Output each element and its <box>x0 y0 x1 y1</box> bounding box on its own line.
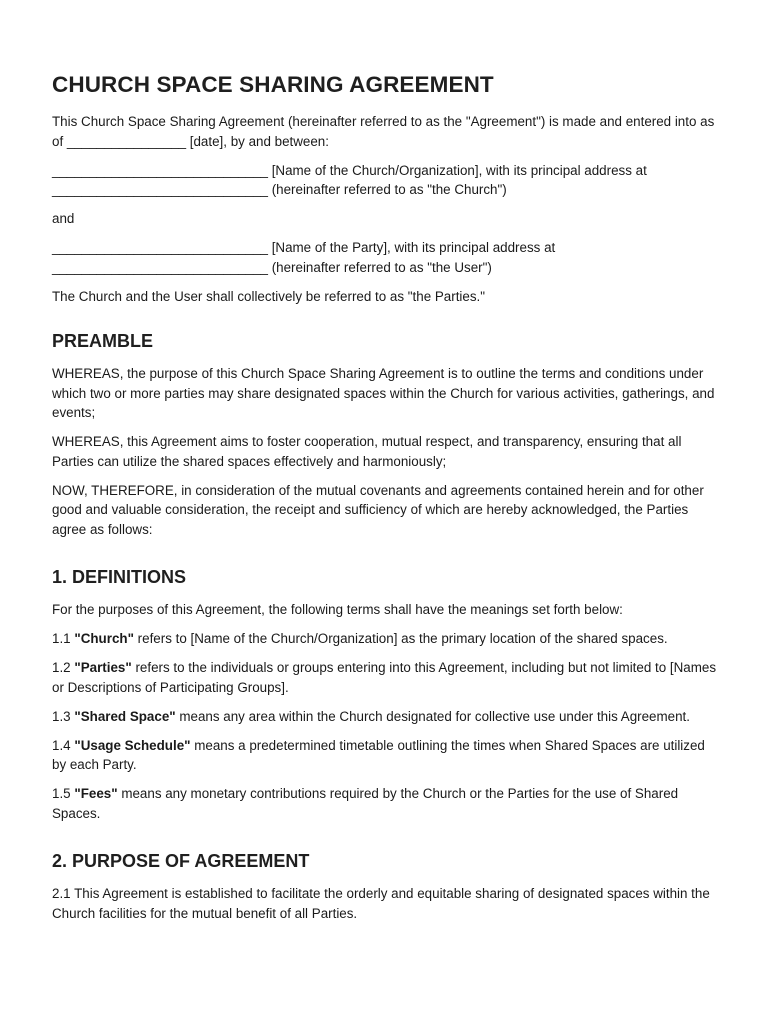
definition-number: 1.1 <box>52 631 71 646</box>
preamble-paragraph-3: NOW, THEREFORE, in consideration of the mutual covenants and agreements contained herein and for other good and valuable consideration, the receipt and sufficiency of which are hereby acknowledged, the Parties agree as follows: <box>52 482 704 537</box>
definition-number: 1.5 <box>52 786 71 801</box>
preamble-heading: PREAMBLE <box>52 331 154 351</box>
church-party-paragraph: _____________________________ [Name of the Church/Organization], with its principal address at _____________________________ (hereinafter referred to as "the Church") <box>52 162 647 197</box>
preamble-paragraph-2: WHEREAS, this Agreement aims to foster cooperation, mutual respect, and transparency, ensuring that all Parties can utilize the shared spaces effectively and harmoniously; <box>52 434 682 469</box>
definition-text: means any area within the Church designated for collective use under this Agreement. <box>179 708 690 724</box>
definition-item <box>52 736 718 775</box>
definition-text: refers to [Name of the Church/Organization] as the primary location of the shared spaces. <box>137 631 668 646</box>
intro-paragraph: This Church Space Sharing Agreement (hereinafter referred to as the "Agreement") is made and entered into as of ________________ [date], by and between: <box>52 114 715 149</box>
document-title: CHURCH SPACE SHARING AGREEMENT <box>52 72 494 97</box>
preamble-section <box>52 331 718 539</box>
definition-item <box>52 629 718 649</box>
preamble-paragraph-1: WHEREAS, the purpose of this Church Space Sharing Agreement is to outline the terms and conditions under which two or more parties may share designated spaces within the Church for various activities, gatherings, and events; <box>52 366 715 420</box>
definition-item <box>52 658 718 697</box>
definition-item <box>52 784 718 823</box>
intro-section <box>52 112 718 306</box>
definition-number: 1.2 <box>52 660 71 675</box>
definition-term: "Shared Space" <box>74 708 176 724</box>
definition-number: 1.4 <box>52 737 71 753</box>
definition-item <box>52 707 718 727</box>
definitions-section <box>52 567 718 823</box>
user-party-paragraph: _____________________________ [Name of the Party], with its principal address at _____________________________ (hereinafter referred to as "the User") <box>52 240 556 275</box>
definition-number: 1.3 <box>52 708 71 724</box>
and-paragraph: and <box>52 211 75 226</box>
definition-term: "Fees" <box>74 786 118 801</box>
definition-term: "Parties" <box>74 660 132 675</box>
definition-text: means a predetermined timetable outlining the times when Shared Spaces are utilized by each Party. <box>52 737 705 772</box>
definition-text: means any monetary contributions required by the Church or the Parties for the use of Shared Spaces. <box>52 786 679 821</box>
definition-text: refers to the individuals or groups entering into this Agreement, including but not limited to [Names or Descriptions of Participating Groups]. <box>52 660 717 695</box>
purpose-section <box>52 851 718 923</box>
definitions-heading: 1. DEFINITIONS <box>52 567 187 587</box>
purpose-heading: 2. PURPOSE OF AGREEMENT <box>52 851 310 871</box>
definitions-intro: For the purposes of this Agreement, the following terms shall have the meanings set forth below: <box>52 602 623 617</box>
definition-term: "Usage Schedule" <box>74 737 191 753</box>
parties-paragraph: The Church and the User shall collectively be referred to as "the Parties." <box>52 288 486 304</box>
definition-term: "Church" <box>74 631 134 646</box>
purpose-paragraph-1: 2.1 This Agreement is established to facilitate the orderly and equitable sharing of designated spaces within the Church facilities for the mutual benefit of all Parties. <box>52 886 710 921</box>
